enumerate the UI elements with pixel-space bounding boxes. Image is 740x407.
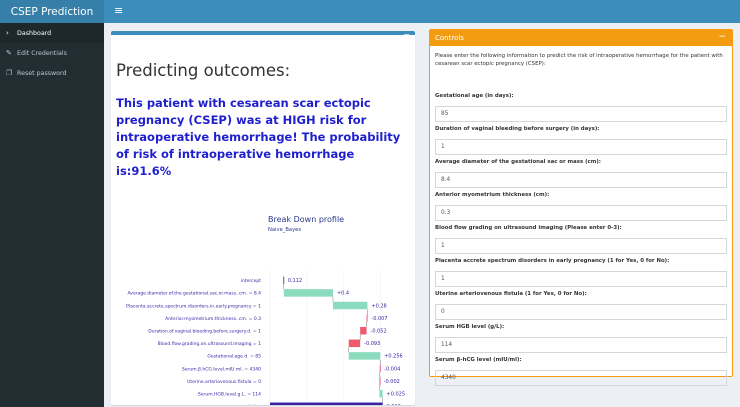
bar xyxy=(349,352,380,360)
minimize-icon[interactable]: − xyxy=(718,32,726,42)
sidebar-item-dashboard[interactable] xyxy=(0,23,104,43)
value-label: -0.007 xyxy=(371,315,388,322)
hamburger-icon[interactable]: ≡ xyxy=(114,4,124,17)
row-label: Anterior.myometrium.thickness..cm. = 0.3 xyxy=(165,316,261,322)
row-label xyxy=(238,404,261,405)
field-label: Anterior myometrium thickness (cm): xyxy=(435,192,550,198)
row-label: Serum.HGB.level.g.L. = 114 xyxy=(197,392,261,398)
field-label: Blood flow grading on ultrasound imaging (Please enter 0-3): xyxy=(435,225,622,231)
row-label: intercept xyxy=(240,279,261,285)
value-label: -0.052 xyxy=(370,328,387,335)
row-label: Uterine.arteriovenous.fistula = 0 xyxy=(187,379,261,385)
collapse-icon[interactable]: − xyxy=(403,30,410,39)
value-label: 0.112 xyxy=(287,278,303,285)
value-label: +0.28 xyxy=(371,303,387,310)
sidebar xyxy=(0,23,104,407)
bar xyxy=(380,365,381,373)
numeric-input[interactable]: 1 xyxy=(435,271,727,287)
row-label: Serum.β.hCG.level.mIU.ml. = 4340 xyxy=(181,367,261,373)
row-label: Blood.flow.grading.on.ultrasound.imaging = 1 xyxy=(157,342,261,348)
control-field xyxy=(435,258,727,287)
numeric-input[interactable]: 4340 xyxy=(435,370,727,386)
field-label: Placenta accrete spectrum disorders in early pregnancy (1 for Yes, 0 for No): xyxy=(435,258,670,264)
sidebar-item-reset-password[interactable] xyxy=(0,63,104,83)
value-label: -0.004 xyxy=(384,366,401,373)
row-label: Gestational.age.d. = 85 xyxy=(207,354,261,360)
edit-icon: ✎ xyxy=(6,49,12,57)
numeric-input[interactable]: 114 xyxy=(435,337,727,353)
control-field xyxy=(435,192,727,221)
numeric-input[interactable]: 1 xyxy=(435,139,727,155)
field-label: Average diameter of the gestational sac or mass (cm): xyxy=(435,159,601,165)
field-label: Uterine arteriovenous fistula (1 for Yes, 0 for No): xyxy=(435,291,587,297)
sidebar-item-label: Edit Credentials xyxy=(17,49,67,57)
control-field xyxy=(435,324,727,353)
sidebar-item-label: Reset password xyxy=(17,69,67,77)
numeric-input[interactable]: 0.3 xyxy=(435,205,727,221)
sidebar-item-label: Dashboard xyxy=(17,29,52,37)
bar xyxy=(367,314,368,322)
controls-title: Controls xyxy=(435,34,464,42)
prediction-heading: Predicting outcomes: xyxy=(116,61,291,80)
controls-intro: Please enter the following information to predict the risk of intraoperative hemorrhage for the patient with cesarean scar ectopic pregnancy (CSEP): xyxy=(435,53,723,67)
numeric-input[interactable]: 8.4 xyxy=(435,172,727,188)
bar xyxy=(284,289,333,297)
row-label: Duration.of.vaginal.bleeding.before.surgery.d. = 1 xyxy=(148,329,261,335)
chevron-right-icon: › xyxy=(6,29,9,37)
field-label: Serum β-hCG level (mIU/ml): xyxy=(435,357,522,363)
top-navbar xyxy=(104,0,740,23)
value-label: +0.4 xyxy=(336,290,350,297)
control-field xyxy=(435,225,727,254)
control-field xyxy=(435,126,727,155)
row-label: Placenta.accrete.spectrum.disorders.in.early.pregnancy = 1 xyxy=(126,304,261,310)
value-label: -0.002 xyxy=(383,378,400,385)
control-field xyxy=(435,93,727,122)
control-field xyxy=(435,159,727,188)
controls-box xyxy=(429,29,733,381)
field-label: Serum HGB level (g/L): xyxy=(435,324,505,330)
controls-header xyxy=(430,30,732,46)
prediction-result-text: This patient with cesarean scar ectopic pregnancy (CSEP) was at HIGH risk for intraoperative hemorrhage! The probability of risk of intraoperative hemorrhage is:91.6% xyxy=(116,96,401,178)
bar xyxy=(379,377,380,385)
app-logo-title[interactable]: CSEP Prediction xyxy=(0,0,104,23)
field-label: Gestational age (in days): xyxy=(435,93,514,99)
control-field xyxy=(435,291,727,320)
value-label: -0.093 xyxy=(364,341,381,348)
prediction-box xyxy=(111,31,415,405)
row-label: Average.diameter.of.the.gestational.sac.or.mass..cm. = 8.4 xyxy=(127,291,261,297)
numeric-input[interactable]: 85 xyxy=(435,106,727,122)
value-label: +0.025 xyxy=(386,391,406,398)
chart-title: Break Down profile xyxy=(268,215,345,224)
control-field xyxy=(435,357,727,386)
bar xyxy=(333,302,367,310)
field-label: Duration of vaginal bleeding before surgery (in days): xyxy=(435,126,600,132)
numeric-input[interactable]: 0 xyxy=(435,304,727,320)
bar xyxy=(379,390,382,398)
value-label: +0.256 xyxy=(384,353,403,360)
bar xyxy=(270,403,383,405)
numeric-input[interactable]: 1 xyxy=(435,238,727,254)
value-label xyxy=(387,404,401,405)
sidebar-item-edit-credentials[interactable] xyxy=(0,43,104,63)
main-content xyxy=(104,23,740,407)
chart-subtitle: Naive_Bayes xyxy=(268,227,302,233)
breakdown-chart xyxy=(111,235,415,405)
clone-icon: ❐ xyxy=(6,69,13,77)
bar xyxy=(360,327,366,335)
bar xyxy=(349,340,360,348)
